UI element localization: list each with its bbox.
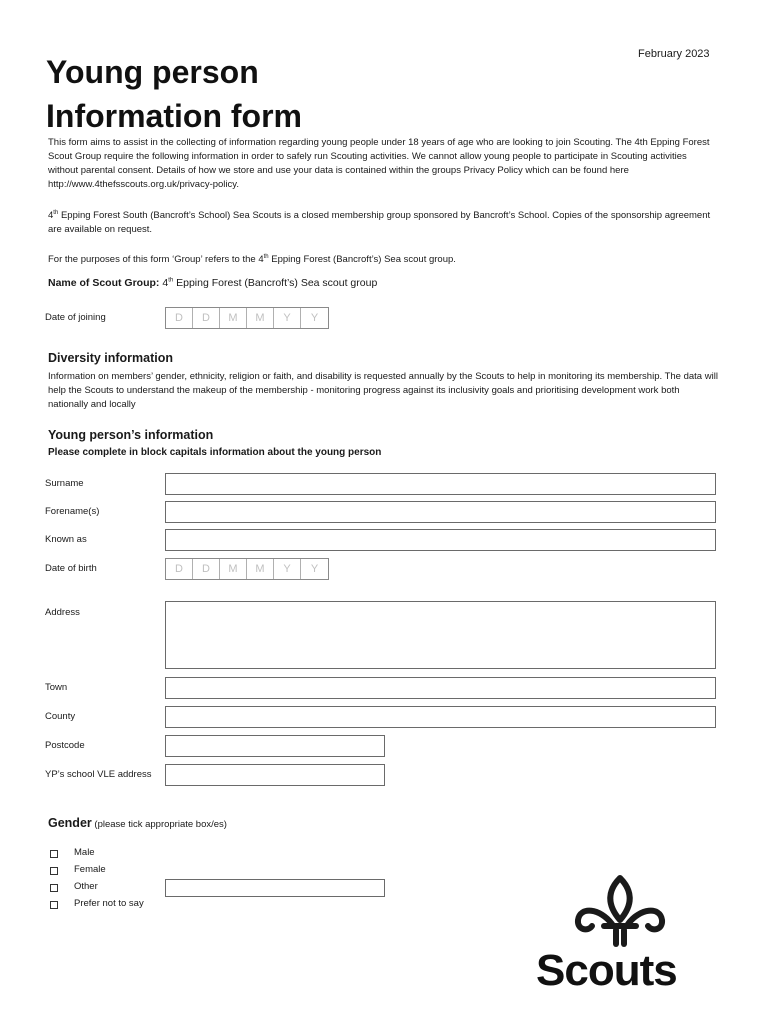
vle-address-input[interactable] [165,764,385,786]
title-line-2: Information form [46,98,302,134]
vle-address-label: YP’s school VLE address [45,769,152,780]
joining-day-1[interactable]: D [166,308,193,328]
joining-year-2[interactable]: Y [310,312,319,324]
address-label: Address [45,607,80,618]
gender-note: (please tick appropriate box/es) [91,819,227,830]
known-as-label: Known as [45,534,87,545]
address-input[interactable] [165,601,716,669]
dob-year-2[interactable]: Y [310,563,319,575]
diversity-text: Information on members’ gender, ethnicity, religion or faith, and disability is requested annually by the Scouts to help in monitoring its membership. The data will help the Scouts to understand the makeup of the membership - monitoring progress against its inclusivity goals and prioritising development work both nationally and locally [48,371,718,410]
male-checkbox[interactable] [50,850,58,858]
sponsor-sup: th [53,210,59,216]
scout-group-label: Name of Scout Group: [48,277,160,289]
date-of-joining-field[interactable] [165,307,329,329]
date-of-birth-label: Date of birth [45,563,97,574]
sponsorship-paragraph [48,206,718,237]
scout-group-name [48,277,377,289]
diversity-heading: Diversity information [48,351,174,365]
dob-month-1[interactable]: M [220,559,247,579]
scout-group-value: Epping Forest (Bancroft’s) Sea scout group [173,277,378,289]
scout-group-sup: th [168,277,174,284]
town-label: Town [45,682,68,693]
joining-month-2[interactable]: M [247,308,274,328]
female-checkbox[interactable] [50,867,58,875]
joining-day-2[interactable]: D [193,308,220,328]
surname-input[interactable] [165,473,716,495]
scouts-logo-text: Scouts [536,946,677,995]
date-of-birth-field[interactable] [165,558,329,580]
gender-title: Gender [48,816,92,830]
definition-a: For the purposes of this form ‘Group’ refers to the 4 [48,254,264,266]
female-label: Female [74,864,106,875]
page-title [46,50,302,138]
group-definition [48,250,718,267]
prefer-not-to-say-checkbox[interactable] [50,901,58,909]
definition-sup: th [263,254,269,260]
date-of-joining-label: Date of joining [45,312,106,323]
dob-day-1[interactable]: D [166,559,193,579]
dob-year-1[interactable]: Y [274,559,301,579]
postcode-label: Postcode [45,740,85,751]
dob-day-2[interactable]: D [193,559,220,579]
county-input[interactable] [165,706,716,728]
forenames-label: Forename(s) [45,506,100,517]
block-capitals-instruction: Please complete in block capitals information about the young person [48,447,382,458]
dob-month-2[interactable]: M [247,559,274,579]
other-label: Other [74,881,98,892]
surname-label: Surname [45,478,84,489]
title-line-1: Young person [46,54,259,90]
county-label: County [45,711,76,722]
intro-paragraph: This form aims to assist in the collecting of information regarding young people under 18 years of age who are looking to join Scouting. The 4th Epping Forest Scout Group require the following information in order to safely run Scouting activities. We cannot allow young people to participate in Scouting activities without parental consent. Details of how we store and use your data is contained within the groups Privacy Policy which can be found here http://www.4thefsscouts.org.uk/privacy-policy. [48,137,710,190]
joining-year-1[interactable]: Y [274,308,301,328]
scout-group-num: 4 [159,277,169,289]
sponsor-text: Epping Forest South (Bancroft’s School) Sea Scouts is a closed membership group sponsored by Bancroft’s School. Copies of the sponsorship agreement are available on request. [48,210,711,236]
other-checkbox[interactable] [50,884,58,892]
male-label: Male [74,847,95,858]
gender-heading [48,814,227,832]
sponsor-num: 4 [48,210,54,222]
form-date: February 2023 [638,48,710,60]
joining-month-1[interactable]: M [220,308,247,328]
postcode-input[interactable] [165,735,385,757]
definition-b: Epping Forest (Bancroft’s) Sea scout group. [268,254,456,266]
prefer-not-to-say-label: Prefer not to say [74,898,144,909]
town-input[interactable] [165,677,716,699]
forenames-input[interactable] [165,501,716,523]
known-as-input[interactable] [165,529,716,551]
other-gender-input[interactable] [165,879,385,897]
fleur-de-lis-icon [560,872,680,952]
young-person-heading: Young person’s information [48,428,214,442]
